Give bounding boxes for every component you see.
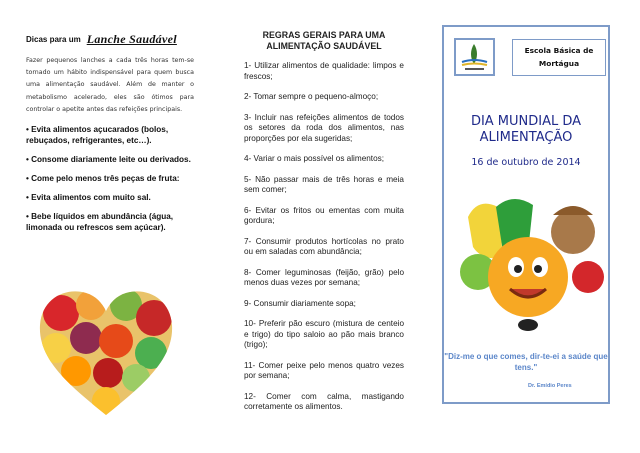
rule-item: 1- Utilizar alimentos de qualidade: limpos e frescos; [244,61,404,81]
event-title: DIA MUNDIAL DA ALIMENTAÇÃO [470,114,582,145]
tip: • Come pelo menos três peças de fruta: [26,174,180,184]
rule-item: 5- Não passar mais de três horas e meia sem comer; [244,174,404,194]
left-panel [26,30,194,233]
tip: • Consome diariamente leite ou derivados. [26,155,191,165]
rule-item: 12- Comer com calma, mastigando corretamente os alimentos. [244,391,404,411]
school-name: Escola Básica de Mortágua [512,39,606,76]
intro-paragraph: Fazer pequenos lanches a cada três horas tem-se tornado um hábito indispensável para quem busca uma alimentação saudável. Além de manter o metabolismo acelerado, eles são ótimos para controlar o apetite antes das refeições principais. [26,57,194,113]
tip: • Evita alimentos açucarados (bolos, rebuçados, refrigerantes, etc…). [26,125,169,146]
dicas-label: Dicas para um [26,34,81,44]
rule-item: 4- Variar o mais possível os alimentos; [244,154,384,163]
rules-title: REGRAS GERAIS PARA UMA ALIMENTAÇÃO SAUDÁVEL [262,30,386,51]
fruit-heart-image [36,283,176,423]
snack-heading [26,30,194,48]
cover-panel [442,25,610,404]
school-logo [454,38,495,76]
tip: • Bebe líquidos em abundância (água, limonada ou refrescos sem açúcar). [26,212,174,233]
rule-item: 11- Comer peixe pelo menos quatro vezes por semana; [244,360,404,380]
rule-item: 9- Consumir diariamente sopa; [244,298,356,308]
quote: "Diz-me o que comes, dir-te-ei a saúde que tens." [444,352,608,372]
tip: • Evita alimentos com muito sal. [26,193,151,203]
quote-author: Dr. Emídio Peres [528,383,572,389]
rule-item: 2- Tomar sempre o pequeno-almoço; [244,92,379,101]
event-date: 16 de outubro de 2014 [471,157,581,168]
middle-panel [244,30,404,423]
rule-item: 8- Comer leguminosas (feijão, grão) pelo menos duas vezes por semana; [244,267,404,287]
script-title: Lanche Saudável [86,31,177,46]
rule-item: 10- Preferir pão escuro (mistura de centeio e trigo) do tipo saloio ao pão mais branco (trigo); [244,319,404,349]
rule-item: 6- Evitar os fritos ou ementas com muita gordura; [244,205,404,225]
fruit-characters-illustration [448,177,608,342]
rule-item: 7- Consumir produtos hortícolas no prato ou em saladas com abundância; [244,236,404,256]
rule-item: 3- Incluir nas refeições alimentos de todos os setores da roda dos alimentos, nas proporções por ela sugeridas; [244,112,404,143]
